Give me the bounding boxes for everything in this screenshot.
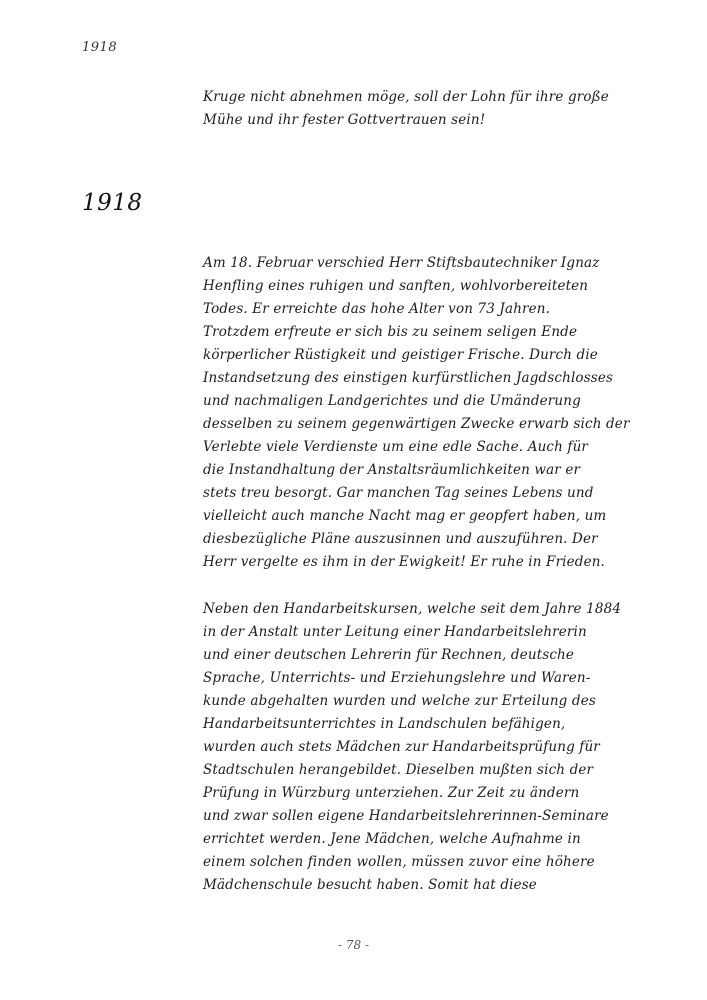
text-line: Sprache, Unterrichts- und Erziehungslehre und Waren- bbox=[203, 670, 591, 686]
text-line: Trotzdem erfreute er sich bis zu seinem seligen Ende bbox=[203, 324, 578, 340]
text-line: in der Anstalt unter Leitung einer Handarbeitslehrerin bbox=[203, 624, 587, 640]
text-line: und einer deutschen Lehrerin für Rechnen, deutsche bbox=[203, 647, 575, 663]
text-line: diesbezügliche Pläne auszusinnen und auszuführen. Der bbox=[203, 531, 598, 547]
text-line: Stadtschulen herangebildet. Dieselben mußten sich der bbox=[203, 762, 594, 778]
running-head: 1918 bbox=[82, 40, 118, 55]
text-line: errichtet werden. Jene Mädchen, welche Aufnahme in bbox=[203, 831, 581, 847]
text-line: Am 18. Februar verschied Herr Stiftsbautechniker Ignaz bbox=[203, 255, 600, 271]
text-line: Herr vergelte es ihm in der Ewigkeit! Er ruhe in Frieden. bbox=[203, 554, 605, 570]
text-line: Mädchenschule besucht haben. Somit hat diese bbox=[203, 877, 537, 893]
text-line: Prüfung in Würzburg unterziehen. Zur Zeit zu ändern bbox=[203, 785, 580, 801]
text-line: und zwar sollen eigene Handarbeitslehrerinnen-Seminare bbox=[203, 808, 609, 824]
text-line: einem solchen finden wollen, müssen zuvor eine höhere bbox=[203, 854, 595, 870]
page-number: - 78 - bbox=[337, 938, 369, 952]
text-line: Handarbeitsunterrichtes in Landschulen befähigen, bbox=[203, 716, 566, 732]
text-line: Mühe und ihr fester Gottvertrauen sein! bbox=[203, 112, 486, 128]
text-line: wurden auch stets Mädchen zur Handarbeitsprüfung für bbox=[203, 739, 600, 755]
text-line: Todes. Er erreichte das hohe Alter von 73 Jahren. bbox=[203, 301, 551, 317]
text-line: desselben zu seinem gegenwärtigen Zwecke erwarb sich der bbox=[203, 416, 630, 432]
text-line: Henfling eines ruhigen und sanften, wohlvorbereiteten bbox=[203, 278, 589, 294]
text-line: Kruge nicht abnehmen möge, soll der Lohn für ihre große bbox=[203, 89, 609, 105]
text-line: Instandsetzung des einstigen kurfürstlichen Jagdschlosses bbox=[203, 370, 614, 386]
text-line: und nachmaligen Landgerichtes und die Umänderung bbox=[203, 393, 581, 409]
text-line: Verlebte viele Verdienste um eine edle Sache. Auch für bbox=[203, 439, 589, 455]
text-line: vielleicht auch manche Nacht mag er geopfert haben, um bbox=[203, 508, 607, 524]
text-line: die Instandhaltung der Anstaltsräumlichkeiten war er bbox=[203, 462, 581, 478]
text-line: stets treu besorgt. Gar manchen Tag seines Lebens und bbox=[203, 485, 594, 501]
text-line: Neben den Handarbeitskursen, welche seit dem Jahre 1884 bbox=[203, 601, 622, 617]
section-heading: 1918 bbox=[82, 190, 143, 216]
text-line: kunde abgehalten wurden und welche zur Erteilung des bbox=[203, 693, 596, 709]
text-line: körperlicher Rüstigkeit und geistiger Frische. Durch die bbox=[203, 347, 598, 363]
